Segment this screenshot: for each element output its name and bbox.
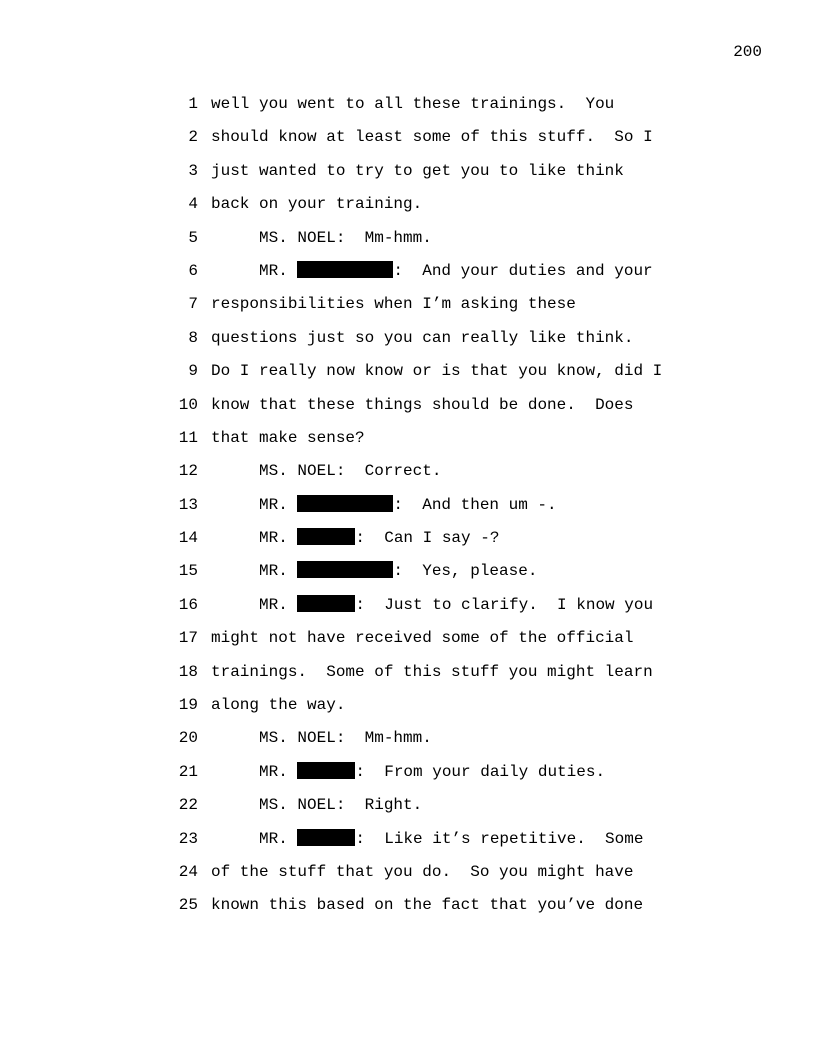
- line-number: 17: [178, 629, 198, 648]
- speaker-prefix: MR.: [259, 595, 298, 614]
- line-number: 22: [178, 796, 198, 815]
- transcript-line: [0, 94, 816, 127]
- speaker-line: [259, 261, 653, 281]
- line-text: back on your training.: [211, 195, 423, 214]
- speaker-remark: : Yes, please.: [393, 562, 538, 581]
- redacted-name: [297, 762, 355, 779]
- line-text: along the way.: [211, 696, 346, 715]
- transcript-line: [0, 194, 816, 227]
- transcript-line: [0, 428, 816, 461]
- line-number: 1: [188, 95, 198, 113]
- speaker-line: [259, 595, 653, 615]
- line-number: 25: [178, 896, 198, 915]
- line-number: 24: [178, 862, 198, 881]
- line-number: 20: [178, 729, 198, 748]
- transcript-line: [0, 495, 816, 528]
- line-number: 18: [178, 662, 198, 681]
- line-number: 12: [178, 462, 198, 481]
- speaker-remark: : And your duties and your: [393, 261, 653, 280]
- transcript-line: [0, 762, 816, 795]
- speaker-line: MS. NOEL: Mm-hmm.: [259, 729, 432, 748]
- line-number: 16: [178, 595, 198, 614]
- line-number: 5: [188, 228, 198, 247]
- line-number: 11: [178, 428, 198, 447]
- line-number: 9: [188, 362, 198, 381]
- redacted-name: [297, 829, 355, 846]
- redacted-name: [297, 561, 393, 578]
- line-text: responsibilities when I’m asking these: [211, 295, 576, 314]
- page-number: 200: [733, 43, 762, 61]
- speaker-remark: : From your daily duties.: [355, 762, 606, 781]
- redacted-name: [297, 495, 393, 512]
- transcript-line: [0, 561, 816, 594]
- transcript-line: [0, 294, 816, 327]
- speaker-prefix: MR.: [259, 829, 298, 848]
- line-number: 10: [178, 395, 198, 414]
- transcript-line: [0, 328, 816, 361]
- line-text: Do I really now know or is that you know, did I: [211, 362, 663, 381]
- line-text: trainings. Some of this stuff you might learn: [211, 662, 653, 681]
- transcript-line: [0, 795, 816, 828]
- redacted-name: [297, 261, 393, 278]
- speaker-prefix: MR.: [259, 495, 298, 514]
- transcript-line: [0, 261, 816, 294]
- speaker-line: [259, 495, 557, 515]
- speaker-remark: : Just to clarify. I know you: [355, 595, 654, 614]
- speaker-line: MS. NOEL: Right.: [259, 796, 423, 815]
- transcript-line: [0, 695, 816, 728]
- transcript-line: [0, 228, 816, 261]
- transcript-body: [0, 94, 816, 929]
- transcript-line: [0, 461, 816, 494]
- line-number: 6: [188, 261, 198, 280]
- transcript-line: [0, 127, 816, 160]
- line-number: 21: [178, 762, 198, 781]
- line-number: 19: [178, 696, 198, 715]
- line-text: that make sense?: [211, 428, 365, 447]
- line-text: know that these things should be done. Does: [211, 395, 634, 414]
- transcript-line: [0, 528, 816, 561]
- line-number: 2: [188, 128, 198, 147]
- line-text: questions just so you can really like think.: [211, 328, 634, 347]
- line-text: should know at least some of this stuff. So I: [211, 128, 653, 147]
- redacted-name: [297, 528, 355, 545]
- line-text: well you went to all these trainings. You: [211, 95, 615, 113]
- speaker-line: MS. NOEL: Correct.: [259, 462, 442, 481]
- line-number: 15: [178, 562, 198, 581]
- transcript-line: [0, 161, 816, 194]
- line-number: 4: [188, 195, 198, 214]
- transcript-line: [0, 728, 816, 761]
- line-text: known this based on the fact that you’ve done: [211, 896, 644, 915]
- speaker-line: [259, 528, 499, 548]
- speaker-line: [259, 762, 605, 782]
- speaker-prefix: MR.: [259, 261, 298, 280]
- line-number: 13: [178, 495, 198, 514]
- line-number: 8: [188, 328, 198, 347]
- speaker-remark: : Can I say -?: [355, 529, 500, 548]
- speaker-line: MS. NOEL: Mm-hmm.: [259, 228, 432, 247]
- line-text: just wanted to try to get you to like think: [211, 161, 624, 180]
- speaker-remark: : Like it’s repetitive. Some: [355, 829, 644, 848]
- line-number: 23: [178, 829, 198, 848]
- line-number: 7: [188, 295, 198, 314]
- line-number: 3: [188, 161, 198, 180]
- line-text: might not have received some of the official: [211, 629, 634, 648]
- line-number: 14: [178, 529, 198, 548]
- transcript-line: [0, 628, 816, 661]
- speaker-prefix: MR.: [259, 762, 298, 781]
- speaker-prefix: MR.: [259, 529, 298, 548]
- transcript-line: [0, 662, 816, 695]
- transcript-line: [0, 829, 816, 862]
- transcript-line: [0, 395, 816, 428]
- transcript-line: [0, 361, 816, 394]
- speaker-line: [259, 829, 643, 849]
- speaker-remark: : And then um -.: [393, 495, 557, 514]
- transcript-line: [0, 895, 816, 928]
- redacted-name: [297, 595, 355, 612]
- line-text: of the stuff that you do. So you might have: [211, 862, 634, 881]
- speaker-prefix: MR.: [259, 562, 298, 581]
- speaker-line: [259, 561, 537, 581]
- transcript-line: [0, 862, 816, 895]
- transcript-line: [0, 595, 816, 628]
